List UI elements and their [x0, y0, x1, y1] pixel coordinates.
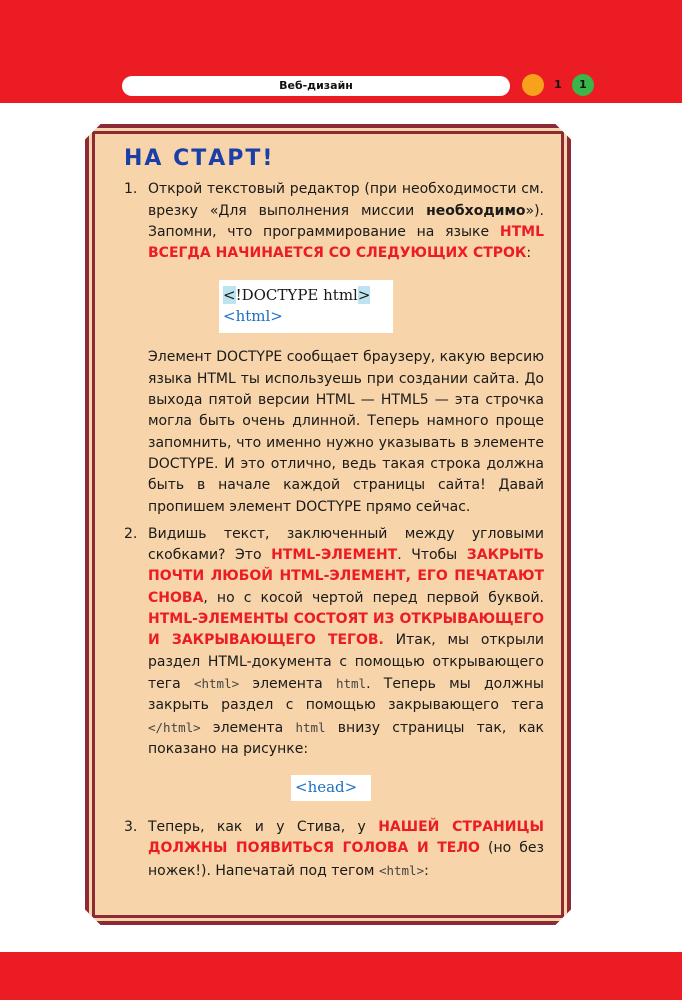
- code-example-doctype: [219, 280, 393, 333]
- inline-code: html: [335, 675, 367, 691]
- highlight-text: ЗАКРЫТЬ ПОЧТИ ЛЮБОЙ HTML-ЭЛЕМЕНТ, ЕГО ПЕЧАТАЮТ СНОВА: [148, 547, 544, 606]
- text: :: [526, 245, 532, 262]
- step-2: [124, 524, 544, 801]
- code-token: <: [223, 286, 236, 305]
- highlight-text: HTML ВСЕГДА НАЧИНАЕТСЯ СО СЛЕДУЮЩИХ СТРОК: [148, 223, 544, 262]
- step-1: [124, 179, 544, 518]
- code-example-head: <head>: [291, 775, 371, 801]
- text: Итак, мы открыли раздел HTML-документа с помощью открывающего тега: [148, 632, 544, 692]
- text: (но без ножек!). Напечатай под тегом: [148, 840, 544, 879]
- code-line: [223, 285, 393, 306]
- content: [124, 148, 544, 882]
- inline-code: html: [295, 719, 326, 735]
- text: »). Запомни, что программирование на языке: [148, 202, 544, 240]
- inline-code: </html>: [148, 719, 201, 735]
- text: элемента: [239, 675, 336, 692]
- highlight-text: HTML-ЭЛЕМЕНТЫ СОСТОЯТ ИЗ ОТКРЫВАЮЩЕГО И ЗАКРЫВАЮЩЕГО ТЕГОВ.: [148, 611, 544, 649]
- inline-code: <html>: [378, 862, 425, 878]
- text: Открой текстовый редактор (при необходимости см. врезку «Для выполнения миссии: [148, 181, 544, 219]
- code-token: >: [357, 286, 371, 305]
- inline-code: <html>: [193, 675, 240, 691]
- text: Видишь текст, заключенный между угловыми скобками? Это: [148, 525, 544, 564]
- step-number: 2.: [124, 525, 138, 542]
- text: элемента: [200, 719, 296, 736]
- highlight-text: HTML-ЭЛЕМЕНТ: [271, 547, 398, 564]
- step-3: [124, 817, 544, 882]
- text: внизу страницы так, как показано на рисунке:: [148, 719, 544, 757]
- text: , но с косой чертой перед первой буквой.: [203, 589, 544, 606]
- text: Теперь, как и у Стива, у: [148, 819, 379, 836]
- section-title: НА СТАРТ!: [124, 146, 275, 171]
- highlight-text: НАШЕЙ СТРАНИЦЫ ДОЛЖНЫ ПОЯВИТЬСЯ ГОЛОВА И ТЕЛО: [148, 819, 544, 857]
- step-3-paragraph: [148, 817, 544, 882]
- green-level-badge: 1: [572, 74, 594, 96]
- code-line: <html>: [223, 307, 283, 326]
- step-1-paragraph: [148, 179, 544, 264]
- red-level-badge: 1: [547, 74, 569, 96]
- step-1-explanation: Элемент DOCTYPE сообщает браузеру, какую версию языка HTML ты используешь при создании сайта. До выхода пятой версии HTML — HTML5 — эта строчка могла быть очень длинной. Теперь намного проще запомнить, что именно нужно указывать в элементе DOCTYPE. И это отлично, ведь такая строка должна быть в начале каждой страницы сайта! Давай пропишем элемент DOCTYPE прямо сейчас.: [148, 349, 544, 515]
- step-number: 3.: [124, 819, 138, 836]
- text: :: [424, 862, 429, 879]
- bottom-band: [0, 952, 682, 1000]
- text: . Теперь мы должны закрыть раздел с помощью закрывающего тега: [148, 675, 544, 714]
- bold-text: необходимо: [426, 202, 526, 219]
- orange-level-dot: [522, 74, 544, 96]
- step-number: 1.: [124, 181, 138, 198]
- running-header: Веб-дизайн: [122, 76, 510, 96]
- code-token: !DOCTYPE html: [235, 286, 358, 305]
- text: . Чтобы: [397, 547, 467, 564]
- step-2-paragraph: [148, 524, 544, 760]
